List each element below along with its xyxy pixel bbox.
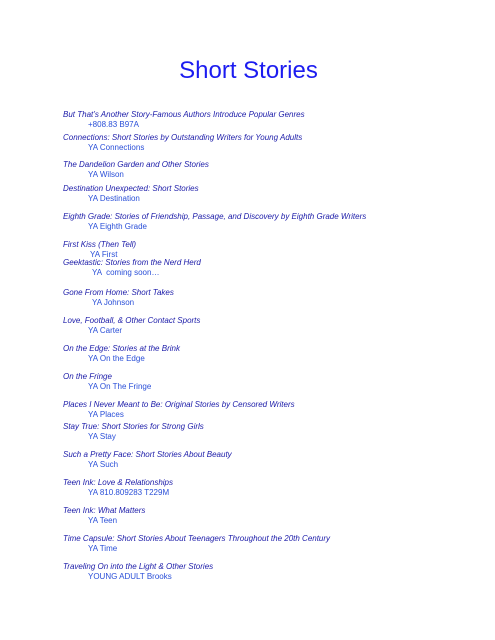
list-item bbox=[63, 478, 483, 498]
entry-title: On the Fringe bbox=[63, 372, 112, 381]
list-item bbox=[63, 422, 483, 442]
entry-call-number: YA Eighth Grade bbox=[88, 222, 147, 231]
entry-title: Traveling On into the Light & Other Stories bbox=[63, 562, 214, 571]
list-item bbox=[63, 212, 483, 232]
entry-title: Geektastic: Stories from the Nerd Herd bbox=[63, 258, 201, 267]
entry-title: Such a Pretty Face: Short Stories About Beauty bbox=[63, 450, 232, 459]
entry-call-number: YA Johnson bbox=[92, 298, 135, 307]
entry-title: Teen Ink: Love & Relationships bbox=[63, 478, 173, 487]
entry-call-number: YA First bbox=[90, 250, 118, 259]
list-item bbox=[63, 240, 483, 260]
entry-call-number: YA 810.809283 T229M bbox=[88, 488, 170, 497]
list-item bbox=[63, 450, 483, 470]
list-item bbox=[63, 562, 483, 582]
entry-call-number: +808.83 B97A bbox=[88, 120, 139, 129]
list-item bbox=[63, 400, 483, 420]
entry-call-number: YA Stay bbox=[88, 432, 116, 441]
list-item bbox=[63, 316, 483, 336]
list-item bbox=[63, 288, 483, 308]
list-item bbox=[63, 133, 483, 153]
entry-title: Eighth Grade: Stories of Friendship, Passage, and Discovery by Eighth Grade Writers bbox=[63, 212, 367, 221]
list-item bbox=[63, 506, 483, 526]
entry-call-number: YA Connections bbox=[88, 143, 145, 152]
entry-title: On the Edge: Stories at the Brink bbox=[63, 344, 180, 353]
entry-title: Places I Never Meant to Be: Original Stories by Censored Writers bbox=[63, 400, 295, 409]
entry-title: Destination Unexpected: Short Stories bbox=[63, 184, 199, 193]
entry-call-number: YA Carter bbox=[88, 326, 123, 335]
entry-title: But That’s Another Story-Famous Authors Introduce Popular Genres bbox=[63, 110, 305, 119]
list-item bbox=[63, 372, 483, 392]
list-item bbox=[63, 110, 483, 130]
entry-title: Gone From Home: Short Takes bbox=[63, 288, 174, 297]
list-item bbox=[63, 534, 483, 554]
entry-call-number: YA Teen bbox=[88, 516, 118, 525]
list-item bbox=[63, 258, 483, 278]
entry-call-number: YA Places bbox=[88, 410, 124, 419]
entry-call-number: YA Time bbox=[88, 544, 118, 553]
entry-title: Connections: Short Stories by Outstanding Writers for Young Adults bbox=[63, 133, 303, 142]
list-item bbox=[63, 344, 483, 364]
list-item bbox=[63, 184, 483, 204]
entry-title: Teen Ink: What Matters bbox=[63, 506, 146, 515]
entry-call-number: YA coming soon… bbox=[92, 268, 160, 277]
entry-title: First Kiss (Then Tell) bbox=[63, 240, 137, 249]
entry-title: Love, Football, & Other Contact Sports bbox=[63, 316, 201, 325]
page-title: Short Stories bbox=[179, 57, 318, 84]
entry-call-number: YA On The Fringe bbox=[88, 382, 152, 391]
entry-call-number: YA Wilson bbox=[88, 170, 124, 179]
entry-call-number: YA On the Edge bbox=[88, 354, 145, 363]
entry-title: Time Capsule: Short Stories About Teenagers Throughout the 20th Century bbox=[63, 534, 331, 543]
entry-call-number: YA Destination bbox=[88, 194, 140, 203]
entry-title: The Dandelion Garden and Other Stories bbox=[63, 160, 209, 169]
list-item bbox=[63, 160, 483, 180]
entry-call-number: YA Such bbox=[88, 460, 119, 469]
entry-title: Stay True: Short Stories for Strong Girls bbox=[63, 422, 204, 431]
entry-call-number: YOUNG ADULT Brooks bbox=[88, 572, 172, 581]
